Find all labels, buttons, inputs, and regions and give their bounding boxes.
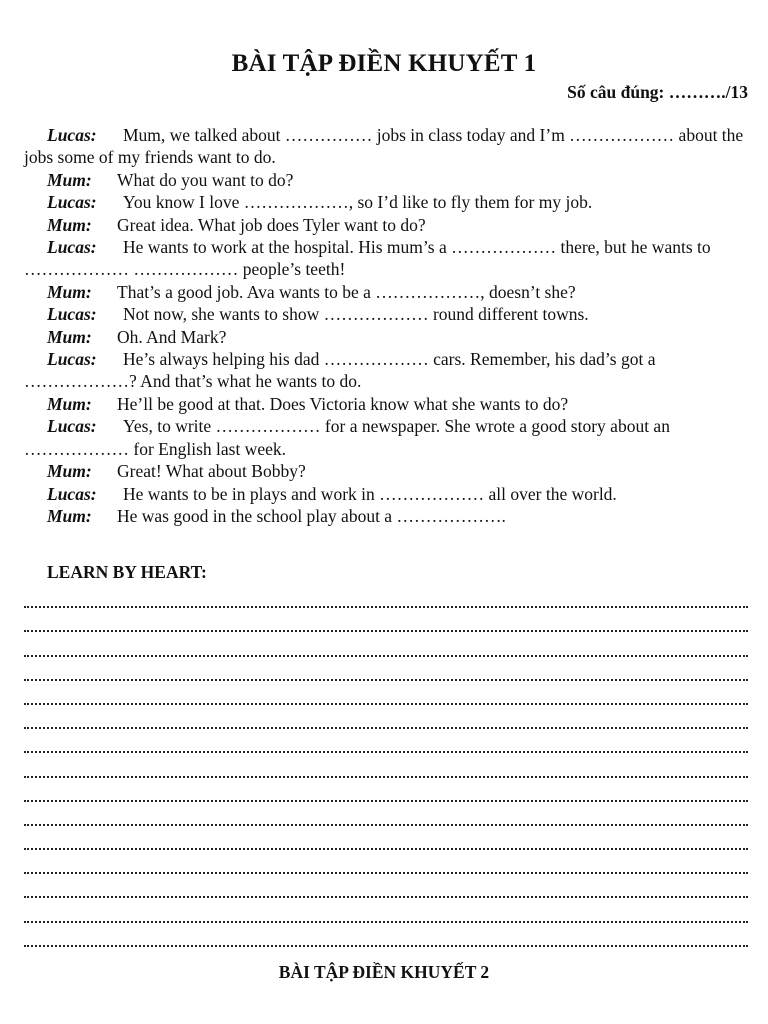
- speaker-label: Mum:: [47, 505, 92, 526]
- score-label: Số câu đúng: ………./13: [567, 82, 748, 102]
- speech-text: What do you want to do?: [117, 169, 294, 190]
- dialogue-turn: [24, 326, 750, 348]
- dialogue-turn: [24, 483, 750, 505]
- writing-line[interactable]: [24, 906, 748, 930]
- speaker-label: Mum:: [47, 281, 92, 302]
- speech-text: He was good in the school play about a ……………….: [117, 505, 506, 526]
- dialogue-turn: [24, 169, 750, 191]
- speaker-label: Lucas:: [47, 304, 97, 325]
- writing-line[interactable]: [24, 713, 748, 737]
- dialogue-turn: [24, 124, 750, 169]
- writing-line[interactable]: [24, 689, 748, 713]
- speaker-label: Lucas:: [47, 483, 97, 504]
- speech-text: That’s a good job. Ava wants to be a ………………, doesn’t she?: [117, 281, 576, 302]
- dialogue-turn: [24, 505, 750, 527]
- writing-line[interactable]: [24, 665, 748, 689]
- speech-text: He wants to be in plays and work in ……………… all over the world.: [123, 483, 617, 504]
- writing-lines: [24, 592, 748, 955]
- writing-line[interactable]: [24, 858, 748, 882]
- speaker-label: Lucas:: [47, 125, 97, 145]
- speaker-label: Mum:: [47, 461, 92, 482]
- speech-text: Great! What about Bobby?: [117, 461, 306, 482]
- dialogue: [24, 124, 750, 527]
- dialogue-turn: [24, 281, 750, 303]
- writing-line[interactable]: [24, 882, 748, 906]
- speech-text: He’s always helping his dad ……………… cars. Remember, his dad’s got a ………………? And that’s what he wants to do.: [24, 349, 656, 392]
- writing-line[interactable]: [24, 592, 748, 616]
- speech-text: You know I love ………………, so I’d like to fly them for my job.: [123, 192, 593, 213]
- speaker-label: Lucas:: [47, 416, 97, 437]
- speech-text: He wants to work at the hospital. His mum’s a ……………… there, but he wants to ……………… ……………… people’s teeth!: [24, 237, 711, 280]
- dialogue-turn: [24, 236, 750, 281]
- speaker-label: Lucas:: [47, 237, 97, 258]
- writing-line[interactable]: [24, 810, 748, 834]
- writing-line[interactable]: [24, 640, 748, 664]
- speaker-label: Lucas:: [47, 192, 97, 213]
- dialogue-turn: [24, 214, 750, 236]
- speech-text: Oh. And Mark?: [117, 326, 227, 347]
- writing-line[interactable]: [24, 737, 748, 761]
- writing-line[interactable]: [24, 761, 748, 785]
- page-title: BÀI TẬP ĐIỀN KHUYẾT 1: [231, 50, 537, 77]
- speech-text: Not now, she wants to show ……………… round different towns.: [123, 304, 589, 325]
- speaker-label: Mum:: [47, 326, 92, 347]
- speech-text: Mum, we talked about …………… jobs in class today and I’m ……………… about the jobs some of my friends want to do.: [24, 125, 744, 168]
- dialogue-turn: [24, 393, 750, 415]
- dialogue-turn: [24, 460, 750, 482]
- speech-text: Great idea. What job does Tyler want to do?: [117, 214, 426, 235]
- dialogue-turn: [24, 303, 750, 325]
- speaker-label: Mum:: [47, 214, 92, 235]
- learn-by-heart-heading: LEARN BY HEART:: [47, 562, 207, 582]
- dialogue-turn: [24, 191, 750, 213]
- writing-line[interactable]: [24, 616, 748, 640]
- writing-line[interactable]: [24, 931, 748, 955]
- dialogue-turn: [24, 415, 750, 460]
- speech-text: He’ll be good at that. Does Victoria know what she wants to do?: [117, 393, 569, 414]
- writing-line[interactable]: [24, 786, 748, 810]
- writing-line[interactable]: [24, 834, 748, 858]
- dialogue-turn: [24, 348, 750, 393]
- next-exercise-title: BÀI TẬP ĐIỀN KHUYẾT 2: [278, 962, 490, 982]
- speaker-label: Mum:: [47, 393, 92, 414]
- speaker-label: Mum:: [47, 169, 92, 190]
- speaker-label: Lucas:: [47, 349, 97, 370]
- speech-text: Yes, to write ……………… for a newspaper. She wrote a good story about an ……………… for English last week.: [24, 416, 670, 459]
